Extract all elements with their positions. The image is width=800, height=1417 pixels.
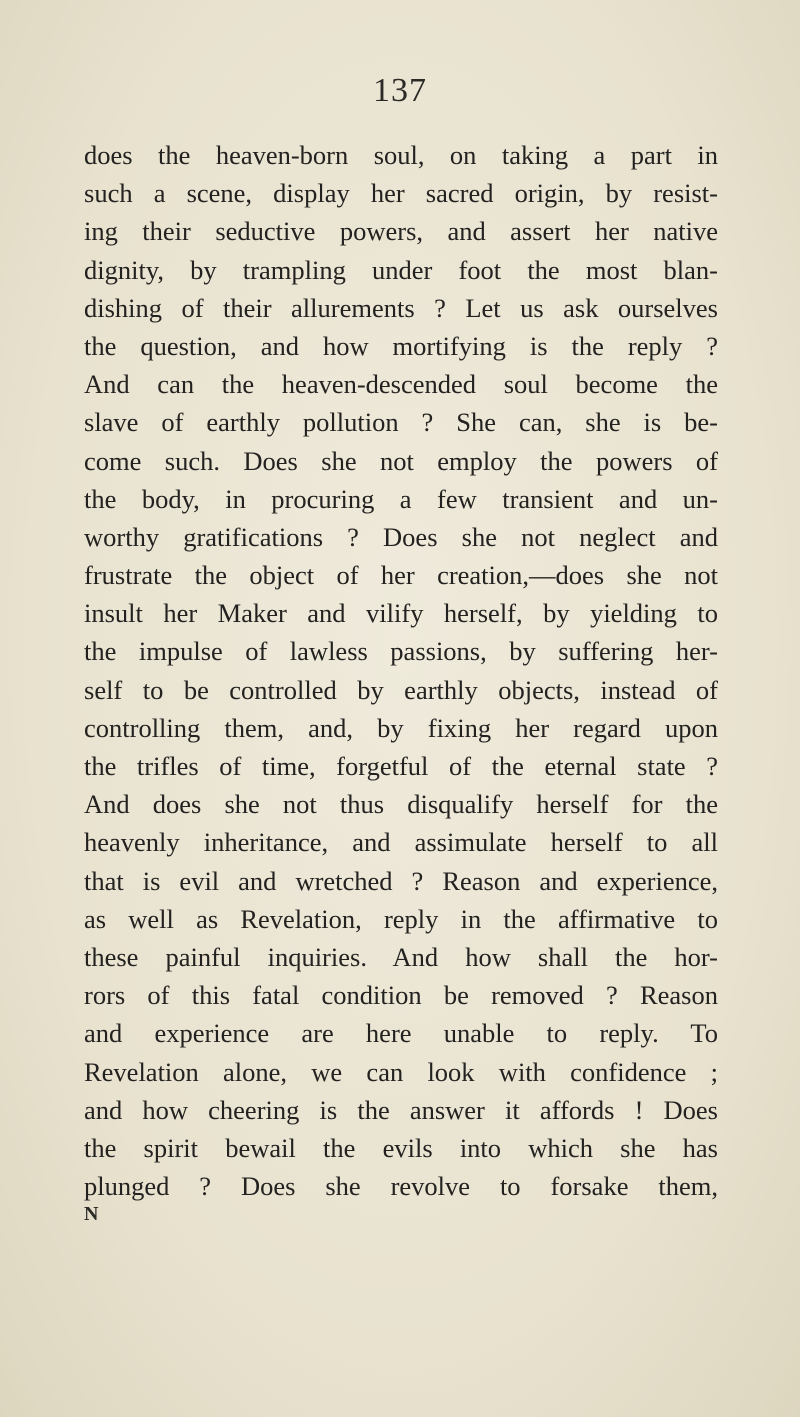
- signature-mark: N: [84, 1203, 99, 1225]
- page-number: 137: [373, 72, 427, 109]
- text-line: controlling them, and, by fixing her regard upon: [84, 712, 718, 743]
- text-line: heavenly inheritance, and assimulate herself to all: [84, 827, 718, 858]
- text-line: that is evil and wretched ? Reason and experience,: [84, 865, 718, 896]
- text-line: does the heaven-born soul, on taking a part in: [84, 140, 718, 170]
- text-line: insult her Maker and vilify herself, by yielding to: [84, 598, 718, 629]
- text-line: And does she not thus disqualify herself for the: [84, 789, 718, 820]
- text-line: self to be controlled by earthly objects, instead of: [84, 674, 718, 705]
- text-line: dishing of their allurements ? Let us ask ourselves: [84, 292, 718, 323]
- text-line: the spirit bewail the evils into which she has: [84, 1132, 718, 1163]
- text-line: rors of this fatal condition be removed ? Reason: [84, 980, 718, 1011]
- text-line: and experience are here unable to reply. To: [84, 1018, 718, 1049]
- text-line: dignity, by trampling under foot the most blan-: [84, 254, 718, 285]
- text-line: as well as Revelation, reply in the affirmative to: [84, 903, 718, 934]
- text-line: the body, in procuring a few transient and un-: [84, 483, 718, 514]
- text-line: frustrate the object of her creation,—does she not: [84, 560, 718, 591]
- text-line: plunged ? Does she revolve to forsake them,: [84, 1171, 718, 1202]
- text-line: slave of earthly pollution ? She can, she is be-: [84, 407, 718, 438]
- text-line: And can the heaven-descended soul become the: [84, 369, 718, 400]
- text-line: worthy gratifications ? Does she not neglect and: [84, 521, 718, 552]
- text-line: Revelation alone, we can look with confidence ;: [84, 1056, 718, 1087]
- text-line: ing their seductive powers, and assert her native: [84, 216, 718, 247]
- text-line: the impulse of lawless passions, by suffering her-: [84, 636, 718, 667]
- text-line: such a scene, display her sacred origin, by resist-: [84, 178, 718, 209]
- text-line: these painful inquiries. And how shall the hor-: [84, 941, 718, 972]
- text-line: the question, and how mortifying is the reply ?: [84, 330, 718, 361]
- text-line: and how cheering is the answer it affords ! Does: [84, 1094, 718, 1125]
- body-text: [84, 136, 718, 1205]
- text-line: the trifles of time, forgetful of the eternal state ?: [84, 751, 718, 781]
- text-line: come such. Does she not employ the powers of: [84, 445, 718, 476]
